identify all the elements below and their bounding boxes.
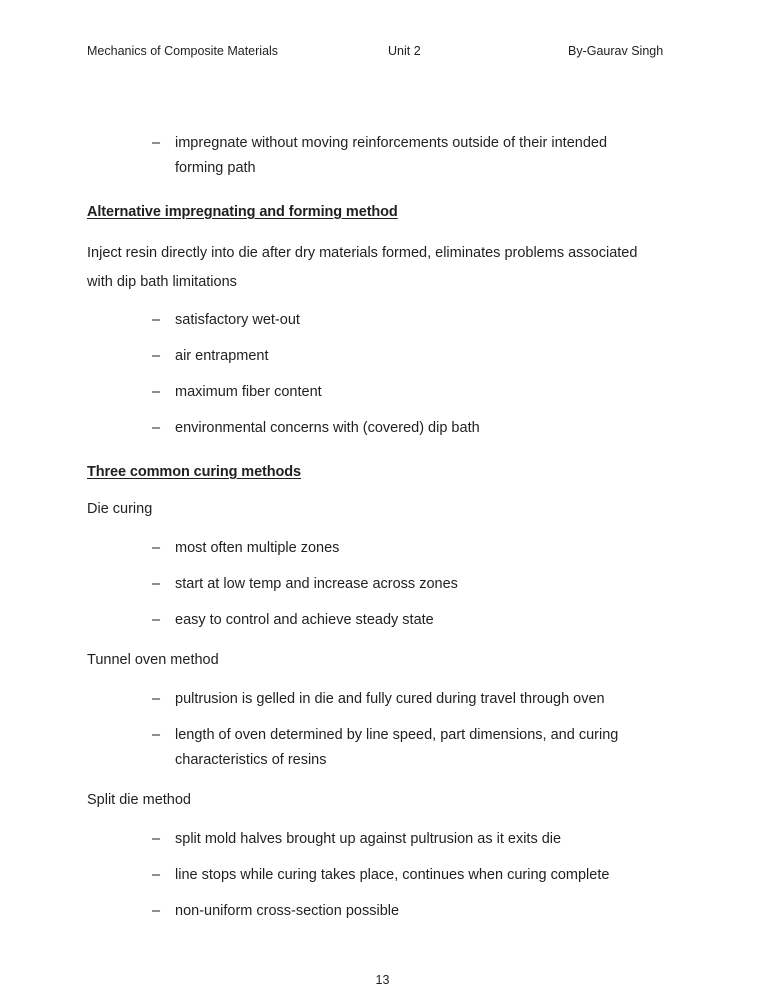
dash-bullet-icon: –	[152, 831, 161, 847]
sublabel-split-die-method: Split die method	[87, 792, 191, 808]
spacer	[87, 519, 659, 536]
sublabel-tunnel-oven-method: Tunnel oven method	[87, 652, 219, 668]
paragraph-inject-resin: Inject resin directly into die after dry materials formed, eliminates problems associated with dip bath limitations	[87, 245, 638, 290]
spacer	[87, 810, 659, 827]
section-heading-curing-methods: Three common curing methods	[87, 464, 302, 480]
header-unit-label: Unit 2	[388, 44, 421, 58]
header-author: By-Gaurav Singh	[568, 44, 664, 58]
dash-bullet-icon: –	[152, 135, 161, 151]
dash-bullet-icon: –	[152, 348, 161, 364]
dash-bullet-icon: –	[152, 612, 161, 628]
dash-bullet-icon: –	[152, 727, 161, 743]
list-item	[87, 863, 659, 888]
list-item	[87, 827, 659, 852]
dash-bullet-icon: –	[152, 691, 161, 707]
dash-bullet-icon: –	[152, 312, 161, 328]
list-item	[87, 687, 659, 712]
list-item	[87, 536, 659, 561]
section-heading-alternative-method: Alternative impregnating and forming method	[87, 204, 398, 220]
spacer	[87, 670, 659, 687]
list-item	[87, 608, 659, 633]
list-item	[87, 131, 659, 181]
split-die-bullet-list	[87, 827, 659, 924]
list-item-label: impregnate without moving reinforcements outside of their intended forming path	[175, 135, 608, 176]
list-item-label: split mold halves brought up against pultrusion as it exits die	[175, 831, 562, 847]
list-item-label: easy to control and achieve steady state	[175, 612, 434, 628]
list-item-label: line stops while curing takes place, continues when curing complete	[175, 867, 610, 883]
dash-bullet-icon: –	[152, 903, 161, 919]
alternative-method-bullet-list	[87, 308, 659, 441]
tunnel-oven-bullet-list	[87, 687, 659, 773]
continuation-bullet-list	[87, 131, 659, 181]
dash-bullet-icon: –	[152, 420, 161, 436]
list-item	[87, 308, 659, 333]
list-item	[87, 380, 659, 405]
spacer	[87, 181, 659, 202]
list-item-label: satisfactory wet-out	[175, 312, 300, 328]
die-curing-bullet-list	[87, 536, 659, 633]
list-item-label: pultrusion is gelled in die and fully cured during travel through oven	[175, 691, 605, 707]
list-item-label: non-uniform cross-section possible	[175, 903, 400, 919]
page-number: 13	[375, 973, 390, 987]
list-item-label: air entrapment	[175, 348, 269, 364]
spacer	[87, 773, 659, 790]
dash-bullet-icon: –	[152, 867, 161, 883]
running-header	[87, 44, 667, 64]
list-item-label: environmental concerns with (covered) dip bath	[175, 420, 480, 436]
list-item-label: most often multiple zones	[175, 540, 340, 556]
header-course-title: Mechanics of Composite Materials	[87, 44, 279, 58]
dash-bullet-icon: –	[152, 576, 161, 592]
list-item	[87, 899, 659, 924]
list-item	[87, 572, 659, 597]
document-body	[87, 131, 659, 924]
sublabel-die-curing: Die curing	[87, 501, 153, 517]
list-item-label: maximum fiber content	[175, 384, 322, 400]
list-item-label: length of oven determined by line speed, part dimensions, and curing characteristics of resins	[175, 727, 619, 768]
list-item	[87, 723, 659, 773]
list-item-label: start at low temp and increase across zones	[175, 576, 458, 592]
spacer	[87, 222, 659, 239]
spacer	[87, 482, 659, 499]
list-item	[87, 416, 659, 441]
dash-bullet-icon: –	[152, 540, 161, 556]
spacer	[87, 441, 659, 462]
spacer	[87, 633, 659, 650]
list-item	[87, 344, 659, 369]
spacer	[87, 297, 659, 308]
dash-bullet-icon: –	[152, 384, 161, 400]
